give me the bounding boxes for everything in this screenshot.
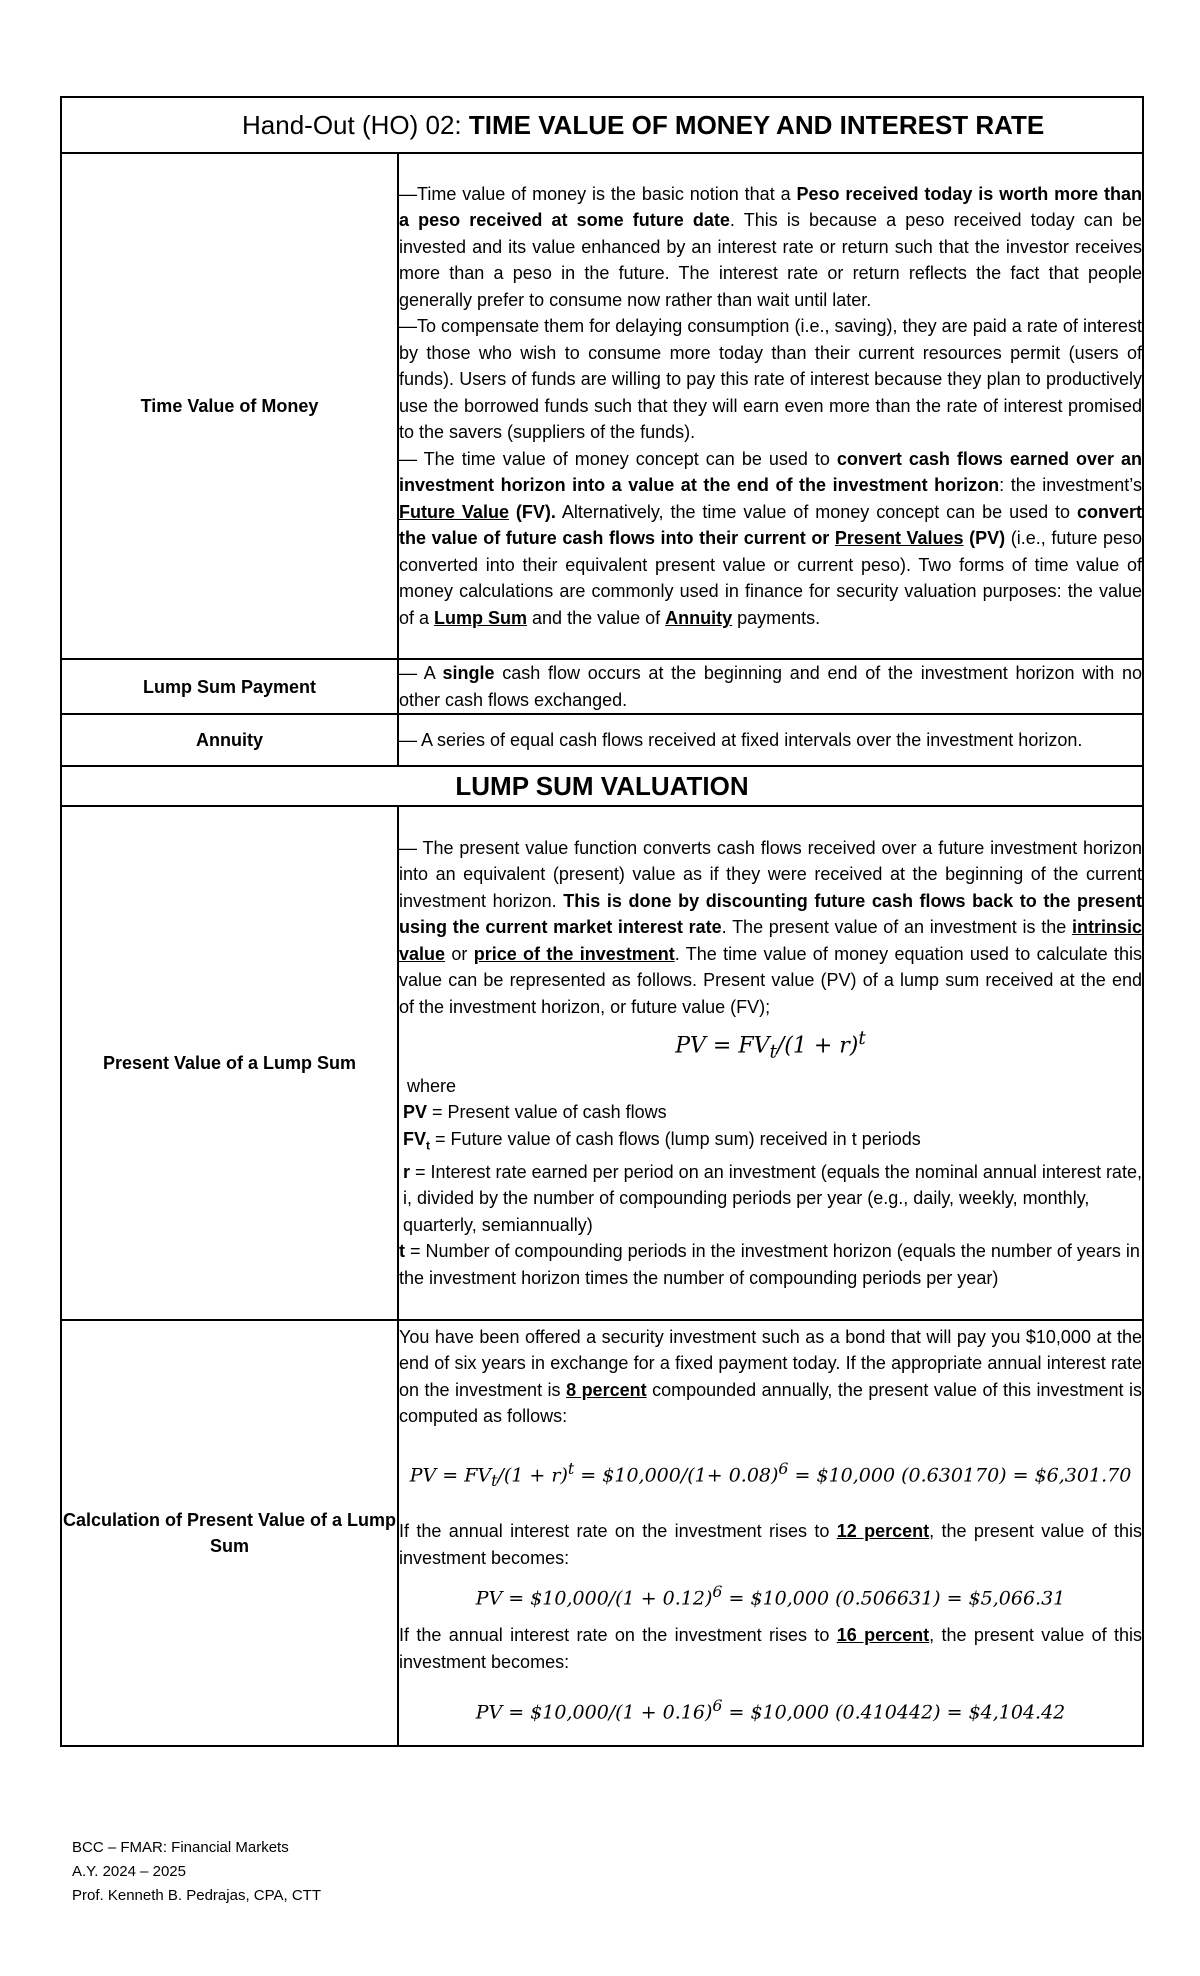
annuity-label: Annuity [61,714,398,766]
footer-year: A.Y. 2024 – 2025 [72,1863,186,1880]
handout-title: Hand-Out (HO) 02: TIME VALUE OF MONEY AND INTEREST RATE [61,97,1143,153]
calc-formula-16-percent: PV = $10,000/(1 + 0.16)$^6$ = $10,000 (0.410442) = $4,104.42 [475,1696,1066,1724]
pv-label: Present Value of a Lump Sum [61,806,398,1320]
lump-sum-payment-label: Lump Sum Payment [61,659,398,714]
pv-content [398,806,1143,1320]
pv-definition: $FV_t$ = Future value of cash flows (lump sum) received in t periods [403,1128,921,1153]
footer [72,1836,321,1908]
pv-definition: r = Interest rate earned per period on an investment (equals the nominal annual interest rate, i, divided by the number of compounding periods per year (e.g., daily, weekly, monthly, quarterly, semiannually) [403,1161,1142,1235]
calc-mid-12-percent: If the annual interest rate on the investment rises to 12 percent, the present value of this investment becomes: [399,1521,1143,1568]
pv-definition: PV = Present value of cash flows [403,1102,667,1123]
tvm-paragraph-1: —Time value of money is the basic notion that a Peso received today is worth more than a peso received at some future date. This is because a peso received today can be invested and its value enhanced by an interest rate or return such that the investor receives more than a peso in the future. The interest rate or return reflects the fact that people generally prefer to consume now rather than wait until later. [399,183,1143,310]
pv-formula: PV = $FV_t/(1 + r)^t$ [675,1028,866,1064]
pv-intro: — The present value function converts cash flows received over a future investment horizon into an equivalent (present) value as if they were received at the beginning of the current investment horizon. This is done by discounting future cash flows back to the present using the current market interest rate. The present value of an investment is the intrinsic value or price of the investment. The time value of money equation used to calculate this value can be represented as follows. Present value (PV) of a lump sum received at the end of the investment horizon, or future value (FV); [399,837,1143,1017]
calc-formula-8-percent: PV = $FV_t/(1 + r)^t$ = $10,000/(1+ 0.08)$^6$ = $10,000 (0.630170) = $6,301.70 [409,1458,1132,1490]
tvm-paragraph-2: —To compensate them for delaying consumption (i.e., saving), they are paid a rate of interest by those who wish to consume more today than their current resources permit (users of funds). Users of funds are willing to pay this rate of interest because they plan to productively use the borrowed funds such that they will earn even more than the rate of interest promised to the savers (suppliers of the funds). [399,316,1142,443]
calc-intro: You have been offered a security investment such as a bond that will pay you $10,000 at the end of six years in exchange for a fixed payment today. If the appropriate annual interest rate on the investment is 8 percent compounded annually, the present value of this investment is computed as follows: [399,1326,1142,1427]
tvm-paragraph-3: — The time value of money concept can be used to convert cash flows earned over an investment horizon into a value at the end of the investment horizon: the investment’s Future Value (FV). Alternatively, the time value of money concept can be used to convert the value of future cash flows into their current or Present Values (PV) (i.e., future peso converted into their equivalent present value or current peso). Two forms of time value of money calculations are commonly used in finance for security valuation purposes: the value of a Lump Sum and the value of Annuity payments. [399,448,1143,628]
lump-sum-payment-text: — A single cash flow occurs at the beginning and end of the investment horizon with no other cash flows exchanged. [398,659,1143,714]
pv-where: where [407,1075,457,1096]
pv-definition: t = Number of compounding periods in the investment horizon (equals the number of years in the investment horizon times the number of compounding periods per year) [399,1241,1140,1288]
tvm-content [398,153,1143,659]
annuity-text: — A series of equal cash flows received at fixed intervals over the investment horizon. [398,714,1143,766]
calc-content [398,1320,1143,1746]
section-heading: LUMP SUM VALUATION [61,766,1143,806]
calc-formula-12-percent: PV = $10,000/(1 + 0.12)$^6$ = $10,000 (0.506631) = $5,066.31 [475,1582,1066,1610]
calc-label: Calculation of Present Value of a Lump Sum [61,1320,398,1746]
tvm-label: Time Value of Money [61,153,398,659]
footer-course: BCC – FMAR: Financial Markets [72,1839,289,1856]
calc-mid-16-percent: If the annual interest rate on the investment rises to 16 percent, the present value of this investment becomes: [399,1625,1143,1672]
handout-table [60,96,1144,1747]
footer-professor: Prof. Kenneth B. Pedrajas, CPA, CTT [72,1887,321,1904]
pv-definitions [399,1099,1142,1291]
